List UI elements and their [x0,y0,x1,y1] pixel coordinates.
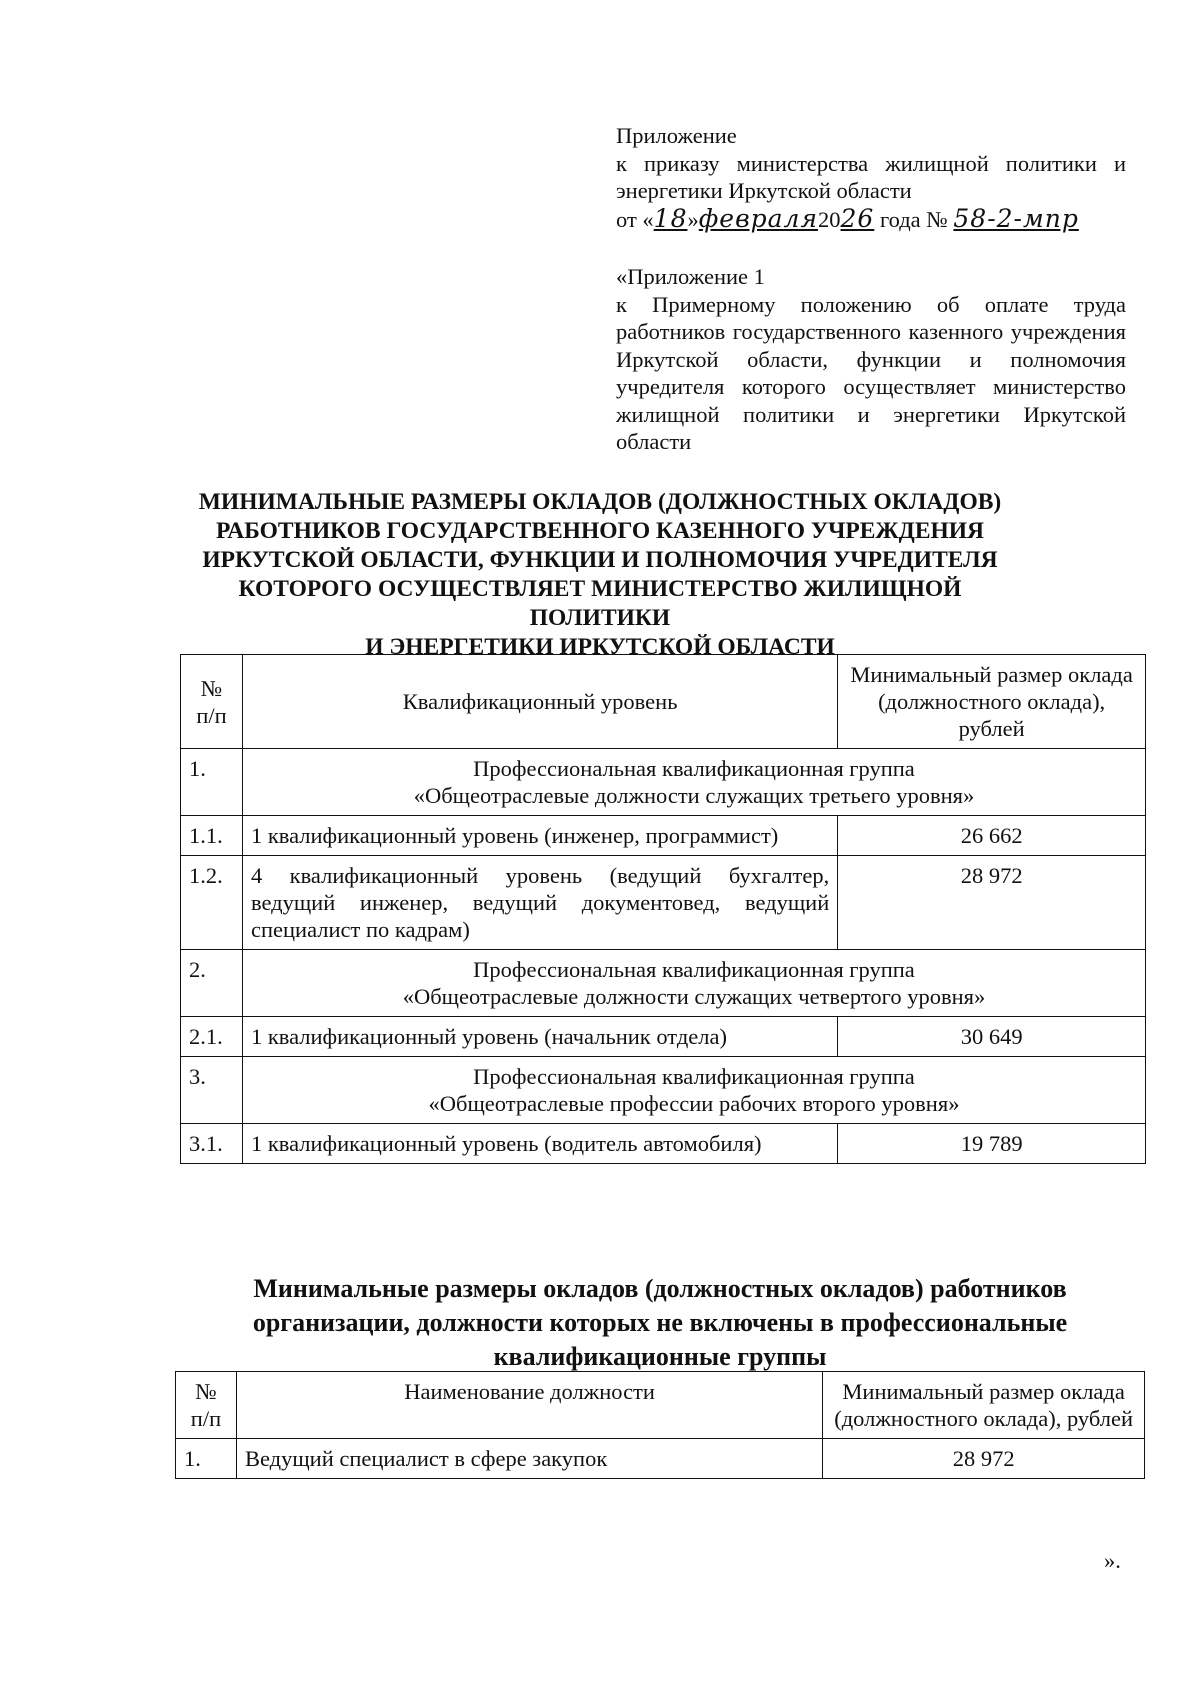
row-level: 1 квалификационный уровень (инженер, программист) [242,816,837,856]
secondary-title [200,1272,1120,1374]
table-row [176,1439,1145,1479]
main-title [170,488,1030,662]
salary-table [180,654,1146,1164]
date-day: 18 [653,203,688,233]
table-group-row [181,950,1146,1017]
date-prefix: от « [616,206,654,232]
header-level: Квалификационный уровень [242,655,837,749]
annex-body: к Примерному положению об оплате труда работников государственного казенного учреждения Иркутской области, функции и полномочия учредителя которого осуществляет министерство жилищной политики и энергетики Иркутской области [616,291,1126,454]
row-salary: 26 662 [838,816,1146,856]
date-year-prefix: 20 [818,206,841,232]
table-group-row [181,1057,1146,1124]
row-salary: 19 789 [838,1124,1146,1164]
table-header-row [176,1372,1145,1439]
group-title-line: Профессиональная квалификационная группа [473,1064,915,1089]
secondary-title-line: квалификационные группы [493,1342,827,1371]
row-level: 4 квалификационный уровень (ведущий бухгалтер, ведущий инженер, ведущий документовед, ведущий специалист по кадрам) [242,856,837,950]
secondary-title-line: организации, должности которых не включены в профессиональные [252,1308,1068,1337]
date-year: 26 [840,203,875,233]
appendix-title: Приложение [616,123,737,148]
table-header-row [181,655,1146,749]
group-num: 1. [181,749,243,816]
main-title-line: ИРКУТСКОЙ ОБЛАСТИ, ФУНКЦИИ И ПОЛНОМОЧИЯ УЧРЕДИТЕЛЯ [202,547,998,573]
group-title-line: «Общеотраслевые должности служащих четвертого уровня» [402,984,986,1009]
header-position: Наименование должности [236,1372,822,1439]
group-title [242,950,1145,1017]
row-level: 1 квалификационный уровень (водитель автомобиля) [242,1124,837,1164]
table-row [181,1124,1146,1164]
group-title-line: «Общеотраслевые должности служащих третьего уровня» [413,783,975,808]
row-num: 1.1. [181,816,243,856]
main-title-line: МИНИМАЛЬНЫЕ РАЗМЕРЫ ОКЛАДОВ (ДОЛЖНОСТНЫХ ОКЛАДОВ) [198,489,1002,515]
row-level: 1 квалификационный уровень (начальник отдела) [242,1017,837,1057]
group-title-line: Профессиональная квалификационная группа [473,756,915,781]
date-mid: » [687,206,699,232]
table-row [181,1017,1146,1057]
table-group-row [181,749,1146,816]
main-title-line: КОТОРОГО ОСУЩЕСТВЛЯЕТ МИНИСТЕРСТВО ЖИЛИЩНОЙ ПОЛИТИКИ [238,576,962,631]
group-num: 2. [181,950,243,1017]
row-salary: 28 972 [823,1439,1145,1479]
row-position: Ведущий специалист в сфере закупок [236,1439,822,1479]
table-row [181,856,1146,950]
closing-quote: ». [1104,1548,1121,1573]
secondary-title-line: Минимальные размеры окладов (должностных окладов) работников [253,1274,1067,1303]
annex-title: «Приложение 1 [616,264,765,289]
row-num: 2.1. [181,1017,243,1057]
main-title-line: И ЭНЕРГЕТИКИ ИРКУТСКОЙ ОБЛАСТИ [365,634,835,660]
group-title-line: «Общеотраслевые профессии рабочих второго уровня» [428,1091,960,1116]
group-title [242,1057,1145,1124]
appendix-block [616,122,1126,456]
appendix-ministry: энергетики Иркутской области [616,178,912,203]
header-salary: Минимальный размер оклада (должностного оклада), рублей [838,655,1146,749]
appendix-date-line [616,205,1126,234]
order-number: 58-2-мпр [953,203,1079,233]
row-num: 3.1. [181,1124,243,1164]
group-title [242,749,1145,816]
header-salary: Минимальный размер оклада (должностного оклада), рублей [823,1372,1145,1439]
main-title-line: РАБОТНИКОВ ГОСУДАРСТВЕННОГО КАЗЕННОГО УЧРЕЖДЕНИЯ [215,518,985,544]
group-title-line: Профессиональная квалификационная группа [473,957,915,982]
header-num: № п/п [181,655,243,749]
extra-positions-table [175,1371,1145,1479]
header-num: № п/п [176,1372,237,1439]
row-salary: 30 649 [838,1017,1146,1057]
group-num: 3. [181,1057,243,1124]
date-suffix: года № [874,206,954,232]
row-num: 1. [176,1439,237,1479]
date-month: февраля [698,203,819,233]
row-salary: 28 972 [838,856,1146,950]
table-row [181,816,1146,856]
row-num: 1.2. [181,856,243,950]
appendix-order-ref: к приказу министерства жилищной политики и [616,150,1126,176]
